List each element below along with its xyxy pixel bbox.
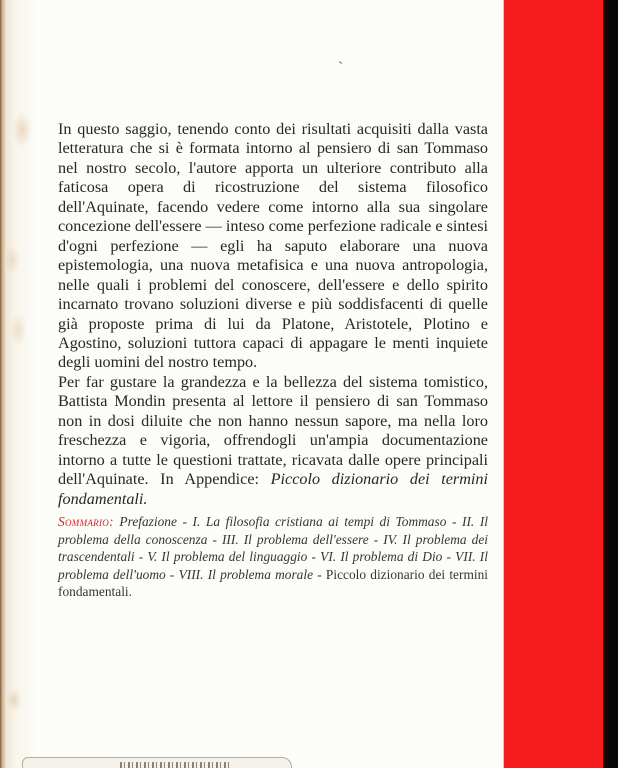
foxed-paper-edge	[0, 0, 40, 768]
ink-speck	[339, 61, 342, 64]
summary-chapters: Prefazione - I. La filosofia cristiana ai tempi di Tommaso - II. Il problema della conoscenza - III. Il problema dell'essere - IV. Il problema dei trascendentali - V. Il problema del linguaggio - VI. Il problema di Dio - VII. Il problema dell'uomo - VIII. Il problema morale	[58, 514, 488, 582]
barcode-icon	[120, 762, 230, 768]
blurb-paragraph-2	[58, 373, 488, 509]
blurb	[58, 120, 488, 509]
blurb-paragraph-1: In questo saggio, tenendo conto dei risultati acquisiti dalla vasta letteratura che si è formata intorno al pensiero di san Tommaso nel nostro secolo, l'autore apporta un ulteriore contributo alla faticosa opera di ricostruzione del sistema filosofico dell'Aquinate, facendo vedere come intorno alla sua singolare concezione dell'essere — inteso come perfezione radicale e sintesi d'ogni perfezione — egli ha saputo elaborare una nuova epistemologia, una nuova metafisica e una nuova antropologia, nelle quali i problemi del conoscere, dell'essere e dello spirito incarnato trovano soluzioni diverse e più soddisfacenti di quelle già proposte prima di lui da Platone, Aristotele, Plotino e Agostino, soluzioni tuttora capaci di appagare le menti inquiete degli uomini del nostro tempo.	[58, 120, 488, 372]
summary-label: Sommario:	[58, 514, 114, 529]
table-of-contents-summary	[58, 513, 488, 601]
red-cover-band	[503, 0, 604, 768]
appendix-title: Piccolo dizionario dei termini fondamentali.	[58, 470, 488, 508]
dark-background-edge	[603, 0, 618, 768]
summary-appendix: - Piccolo dizionario dei termini fondamentali.	[58, 566, 488, 600]
blurb-paragraph-2-text: Per far gustare la grandezza e la bellezza del sistema tomistico, Battista Mondin presenta al lettore il pensiero di san Tommaso non in dosi diluite che non hanno nessun sapore, ma nella loro freschezza e vigoria, offrendogli un'ampia documentazione intorno a tutte le questioni trattate, ricavata dalle opere principali dell'Aquinate. In Appendice:	[58, 372, 488, 489]
